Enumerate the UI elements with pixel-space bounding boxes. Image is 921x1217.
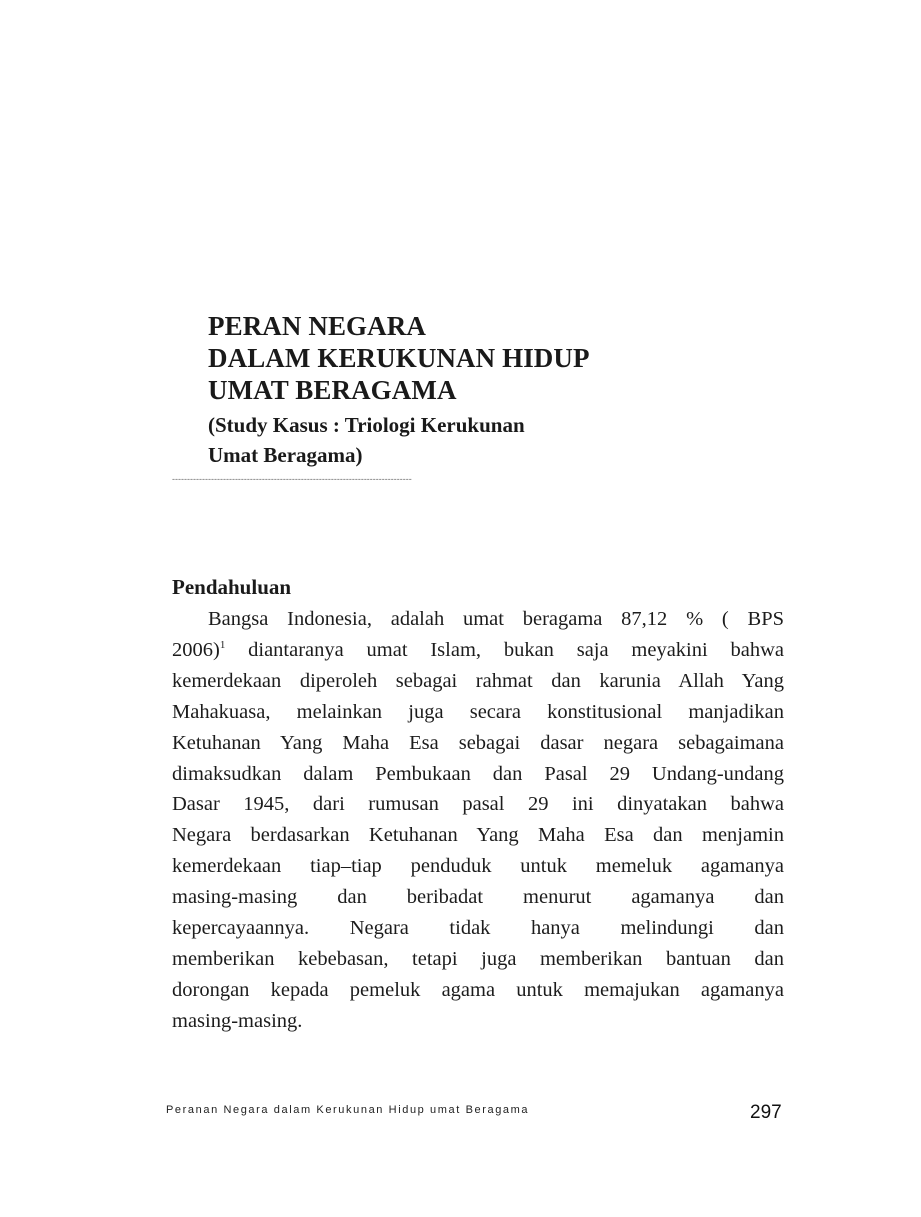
page-number: 297 <box>750 1102 782 1123</box>
paragraph-line: kemerdekaan tiap–tiap penduduk untuk memeluk agamanya <box>172 855 784 878</box>
chapter-title-line-3: UMAT BERAGAMA <box>208 375 457 405</box>
section-heading: Pendahuluan <box>172 575 292 599</box>
paragraph-line: masing-masing dan beribadat menurut agamanya dan <box>172 886 784 909</box>
paragraph-line: masing-masing. <box>172 1009 303 1032</box>
title-divider: -------------------------------------------------------------------------------- <box>172 474 412 484</box>
paragraph-line: Mahakuasa, melainkan juga secara konstitusional manjadikan <box>172 700 784 723</box>
paragraph-line-start: 2006) <box>172 638 220 661</box>
paragraph-line: memberikan kebebasan, tetapi juga memberikan bantuan dan <box>172 947 784 970</box>
paragraph-line: Ketuhanan Yang Maha Esa sebagai dasar negara sebagaimana <box>172 731 784 754</box>
paragraph-line-rest: diantaranya umat Islam, bukan saja meyakini bahwa <box>248 638 785 661</box>
chapter-title-block <box>208 310 668 470</box>
paragraph-line-with-footnote <box>172 635 784 666</box>
footnote-marker[interactable]: 1 <box>219 639 226 652</box>
paragraph-line: Bangsa Indonesia, adalah umat beragama 87,12 % ( BPS <box>208 608 784 630</box>
chapter-title-line-2: DALAM KERUKUNAN HIDUP <box>208 343 590 373</box>
paragraph-line: Negara berdasarkan Ketuhanan Yang Maha Esa dan menjamin <box>172 824 784 847</box>
body-paragraph <box>172 604 784 1037</box>
chapter-subtitle-line-1: (Study Kasus : Triologi Kerukunan <box>208 413 525 437</box>
paragraph-line: Dasar 1945, dari rumusan pasal 29 ini dinyatakan bahwa <box>172 793 784 816</box>
chapter-subtitle-line-2: Umat Beragama) <box>208 443 363 467</box>
paragraph-line: dimaksudkan dalam Pembukaan dan Pasal 29 Undang-undang <box>172 762 784 785</box>
paragraph-line: kepercayaannya. Negara tidak hanya melindungi dan <box>172 917 784 940</box>
paragraph-line: kemerdekaan diperoleh sebagai rahmat dan karunia Allah Yang <box>172 669 784 692</box>
running-footer-title: Peranan Negara dalam Kerukunan Hidup umat Beragama <box>166 1104 530 1116</box>
paragraph-line: dorongan kepada pemeluk agama untuk memajukan agamanya <box>172 978 784 1001</box>
chapter-title-line-1: PERAN NEGARA <box>208 311 426 341</box>
